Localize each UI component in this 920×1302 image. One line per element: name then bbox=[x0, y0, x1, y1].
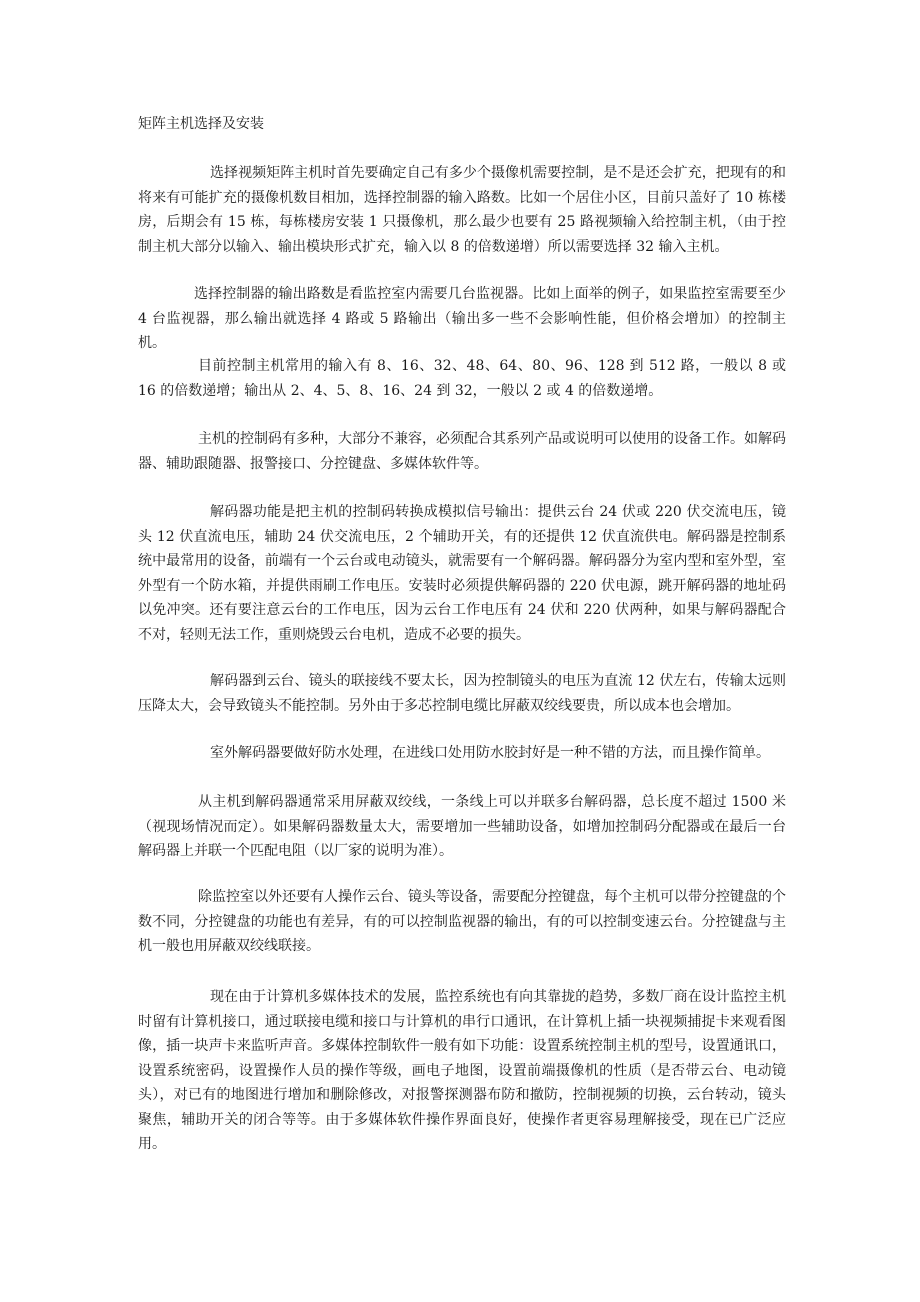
paragraph-common-io: 目前控制主机常用的输入有 8、16、32、48、64、80、96、128 到 512 路，一般以 8 或 16 的倍数递增；输出从 2、4、5、8、16、24 到 32，一般以 2 或 4 的倍数递增。 bbox=[138, 358, 786, 399]
paragraph-outdoor-decoder: 室外解码器要做好防水处理，在进线口处用防水胶封好是一种不错的方法，而且操作简单。 bbox=[210, 745, 770, 761]
paragraph-control-code: 主机的控制码有多种，大部分不兼容，必须配合其系列产品或说明可以使用的设备工作。如解码器、辅助跟随器、报警接口、分控键盘、多媒体软件等。 bbox=[138, 431, 786, 472]
paragraph-multimedia: 现在由于计算机多媒体技术的发展，监控系统也有向其靠拢的趋势，多数厂商在设计监控主机时留有计算机接口，通过联接电缆和接口与计算机的串行口通讯，在计算机上插一块视频捕捉卡来观看图像，插一块声卡来监听声音。多媒体控制软件一般有如下功能：设置系统控制主机的型号，设置通讯口，设置系统密码，设置操作人员的操作等级，画电子地图，设置前端摄像机的性质（是否带云台、电动镜头），对已有的地图进行增加和删除修改，对报警探测器布防和撤防，控制视频的切换，云台转动，镜头聚焦，辅助开关的闭合等等。由于多媒体软件操作界面良好，使操作者更容易理解接受，现在已广泛应用。 bbox=[138, 989, 786, 1152]
paragraph-decoder-function: 解码器功能是把主机的控制码转换成模拟信号输出：提供云台 24 伏或 220 伏交流电压，镜头 12 伏直流电压，辅助 24 伏交流电压，2 个辅助开关，有的还提供 12 伏直流供电。解码器是控制系统中最常用的设备，前端有一个云台或电动镜头，就需要有一个解码器。解码器分为室内型和室外型，室外型有一个防水箱，并提供雨刷工作电压。安装时必须提供解码器的 220 伏电源，跳开解码器的地址码以免冲突。还有要注意云台的工作电压，因为云台工作电压有 24 伏和 220 伏两种，如果与解码器配合不对，轻则无法工作，重则烧毁云台电机，造成不必要的损失。 bbox=[138, 504, 786, 643]
paragraph-twisted-pair: 从主机到解码器通常采用屏蔽双绞线，一条线上可以并联多台解码器，总长度不超过 1500 米（视现场情况而定）。如果解码器数量太大，需要增加一些辅助设备，如增加控制码分配器或在最后一台解码器上并联一个匹配电阻（以厂家的说明为准）。 bbox=[138, 794, 786, 859]
paragraph-input-count: 选择视频矩阵主机时首先要确定自己有多少个摄像机需要控制，是不是还会扩充，把现有的和将来有可能扩充的摄像机数目相加，选择控制器的输入路数。比如一个居住小区，目前只盖好了 10 栋楼房，后期会有 15 栋，每栋楼房安装 1 只摄像机，那么最少也要有 25 路视频输入给控制主机，（由于控制主机大部分以输入、输出模块形式扩充，输入以 8 的倍数递增）所以需要选择 32 输入主机。 bbox=[138, 165, 786, 255]
document-title: 矩阵主机选择及安装 bbox=[138, 116, 264, 132]
paragraph-output-count: 选择控制器的输出路数是看监控室内需要几台监视器。比如上面举的例子，如果监控室需要至少 4 台监视器，那么输出就选择 4 路或 5 路输出（输出多一些不会影响性能，但价格会增加）的控制主机。 bbox=[138, 286, 786, 351]
paragraph-control-keyboard: 除监控室以外还要有人操作云台、镜头等设备，需要配分控键盘，每个主机可以带分控键盘的个数不同，分控键盘的功能也有差异，有的可以控制监视器的输出，有的可以控制变速云台。分控键盘与主机一般也用屏蔽双绞线联接。 bbox=[138, 889, 786, 954]
paragraph-decoder-wiring: 解码器到云台、镜头的联接线不要太长，因为控制镜头的电压为直流 12 伏左右，传输太远则压降太大，会导致镜头不能控制。另外由于多芯控制电缆比屏蔽双绞线要贵，所以成本也会增加。 bbox=[138, 673, 786, 714]
